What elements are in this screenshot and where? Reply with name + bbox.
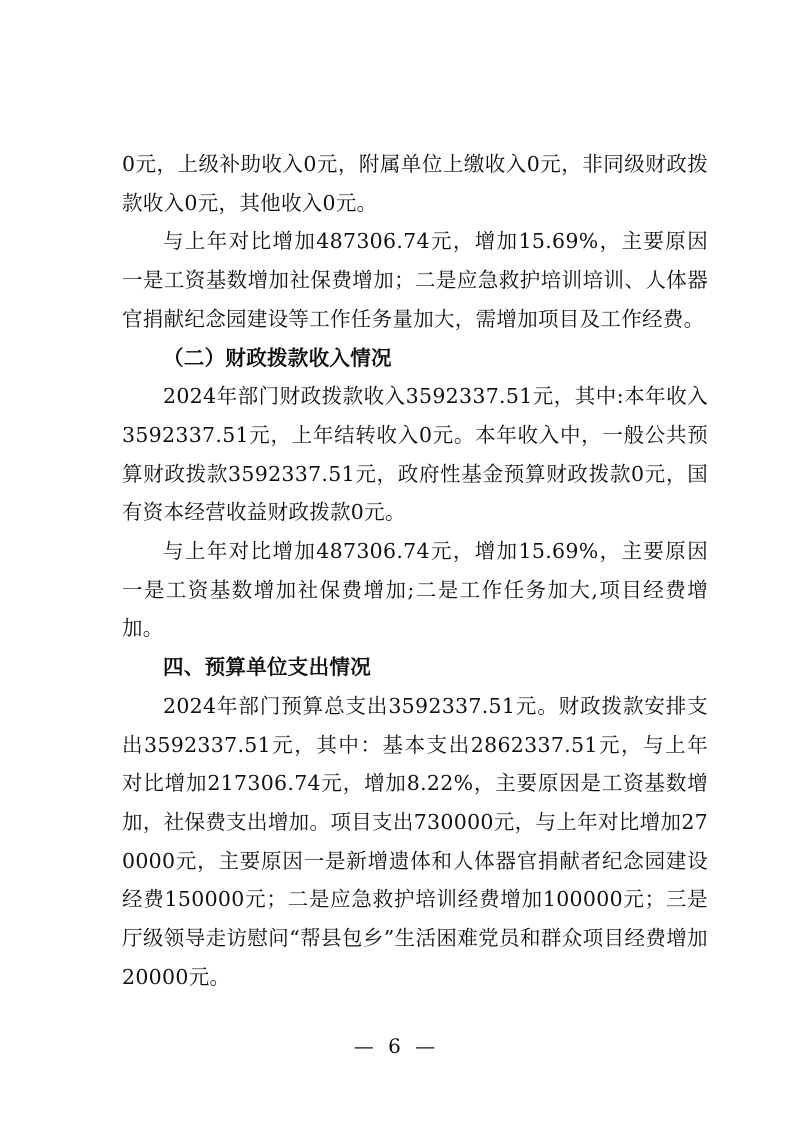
section-heading-expenditure: 四、预算单位支出情况 <box>163 655 371 680</box>
section-heading-fiscal-income: （二）财政拨款收入情况 <box>163 345 392 370</box>
paragraph-fiscal-income-comparison: 与上年对比增加487306.74元，增加15.69%，主要原因一是工资基数增加社保费增加;二是工作任务加大,项目经费增加。 <box>122 539 708 641</box>
paragraph-income-comparison: 与上年对比增加487306.74元，增加15.69%，主要原因一是工资基数增加社保费增加；二是应急救护培训培训、人体器官捐献纪念园建设等工作任务量加大，需增加项目及工作经费。 <box>122 229 708 331</box>
document-body <box>122 145 708 996</box>
paragraph-expenditure: 2024年部门预算总支出3592337.51元。财政拨款安排支出3592337.51元，其中：基本支出2862337.51元，与上年对比增加217306.74元，增加8.22%，主要原因是工资基数增加，社保费支出增加。项目支出730000元，与上年对比增加270000元，主要原因一是新增遗体和人体器官捐献者纪念园建设经费150000元；二是应急救护培训经费增加100000元；三是厅级领导走访慰问“帮县包乡”生活困难党员和群众项目经费增加20000元。 <box>122 693 708 989</box>
paragraph-fiscal-income: 2024年部门财政拨款收入3592337.51元，其中:本年收入3592337.51元，上年结转收入0元。本年收入中，一般公共预算财政拨款3592337.51元，政府性基金预算财政拨款0元，国有资本经营收益财政拨款0元。 <box>122 384 708 525</box>
paragraph-income-continuation: 0元，上级补助收入0元，附属单位上缴收入0元，非同级财政拨款收入0元，其他收入0元。 <box>122 152 708 215</box>
page-number: — 6 — <box>353 1034 440 1058</box>
